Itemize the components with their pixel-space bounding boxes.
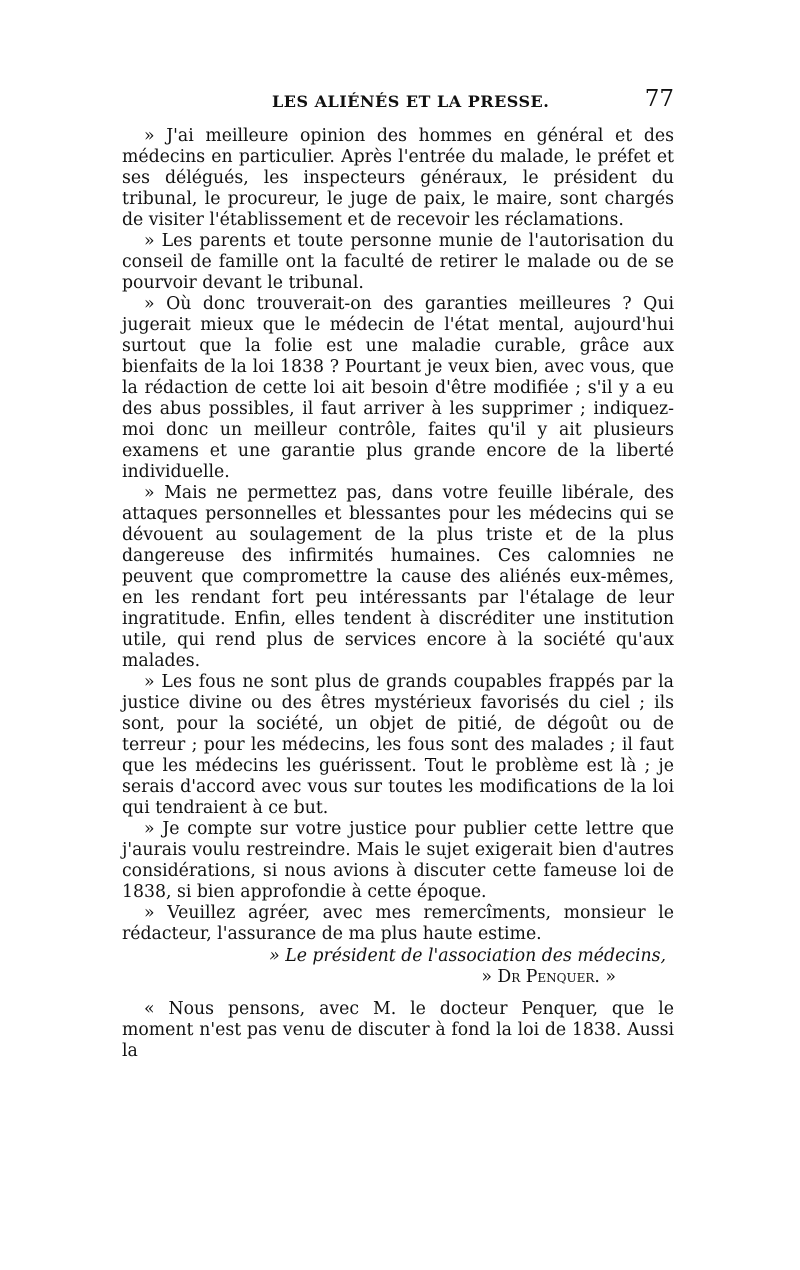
paragraph: » Les parents et toute personne munie de l'autorisation du conseil de famille ont la faculté de retirer le malade ou de se pourvoir devant le tribunal. <box>122 231 674 293</box>
paragraph: » Mais ne permettez pas, dans votre feuille libérale, des attaques personnelles et blessantes pour les médecins qui se dévouent au soulagement de la plus triste et de la plus dangereuse des infirmités humaines. Ces calomnies ne peuvent que compromettre la cause des aliénés eux-mêmes, en les rendant fort peu intéressants par l'étalage de leur ingratitude. Enfin, elles tendent à discréditer une institution utile, qui rend plus de services encore à la société qu'aux malades. <box>122 483 674 671</box>
page-number: 77 <box>644 86 674 112</box>
paragraph: » J'ai meilleure opinion des hommes en général et des médecins en particulier. Après l'entrée du malade, le préfet et ses délégués, les inspecteurs généraux, le président du tribunal, le procureur, le juge de paix, le maire, sont chargés de visiter l'établissement et de recevoir les réclamations. <box>122 126 674 230</box>
paragraph: » Veuillez agréer, avec mes remercîments, monsieur le rédacteur, l'assurance de ma plus haute estime. <box>122 903 674 944</box>
body-text <box>122 126 674 1062</box>
paragraph: » Les fous ne sont plus de grands coupables frappés par la justice divine ou des êtres mystérieux favorisés du ciel ; ils sont, pour la société, un objet de pitié, de dégoût ou de terreur ; pour les médecins, les fous sont des malades ; il faut que les médecins les guérissent. Tout le problème est là ; je serais d'accord avec vous sur toutes les modifications de la loi qui tendraient à ce but. <box>122 672 674 818</box>
paragraph: » Je compte sur votre justice pour publier cette lettre que j'aurais voulu restreindre. Mais le sujet exigerait bien d'autres considérations, si nous avions à discuter cette fameuse loi de 1838, si bien approfondie à cette époque. <box>122 819 674 902</box>
signature-title: » Le président de l'association des médecins, <box>269 946 666 966</box>
page-header <box>122 86 674 120</box>
closing-paragraph: « Nous pensons, avec M. le docteur Penquer, que le moment n'est pas venu de discuter à fond la loi de 1838. Aussi la <box>122 999 674 1061</box>
signature-name: » Dr Penquer. » <box>481 967 616 987</box>
running-title: LES ALIÉNÉS ET LA PRESSE. <box>272 92 550 111</box>
paragraph: » Où donc trouverait-on des garanties meilleures ? Qui jugerait mieux que le médecin de l'état mental, aujourd'hui surtout que la folie est une maladie curable, grâce aux bienfaits de la loi 1838 ? Pourtant je veux bien, avec vous, que la rédaction de cette loi ait besoin d'être modifiée ; s'il y a eu des abus possibles, il faut arriver à les supprimer ; indiquez-moi donc un meilleur contrôle, faites qu'il y ait plusieurs examens et une garantie plus grande encore de la liberté individuelle. <box>122 294 674 482</box>
